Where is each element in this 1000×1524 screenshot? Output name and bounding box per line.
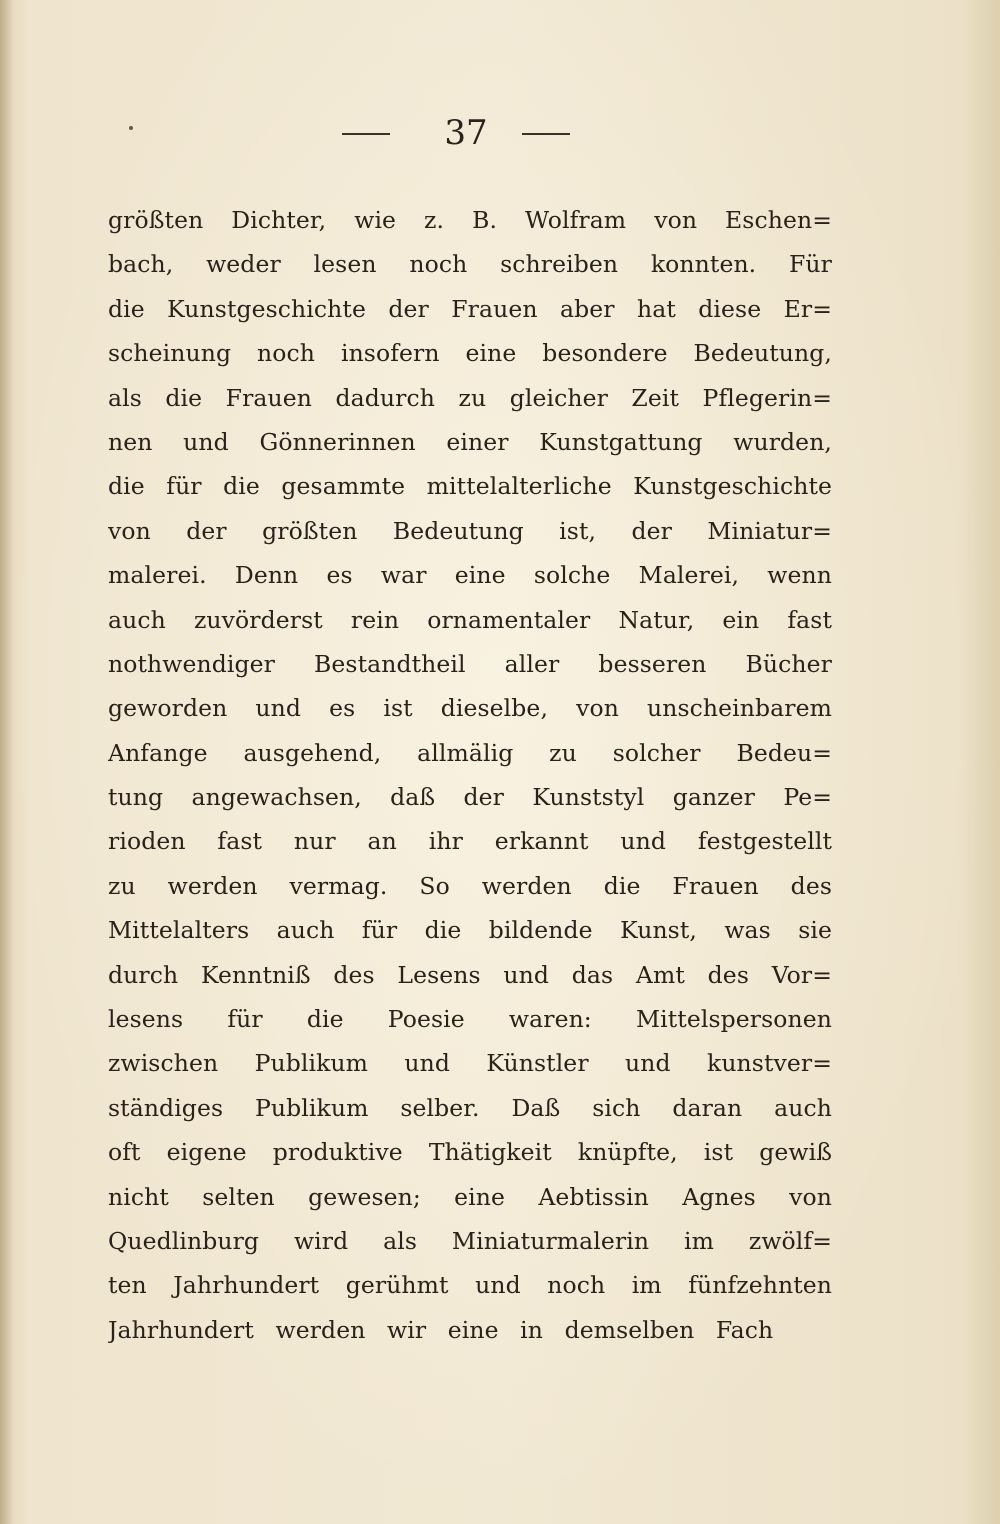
page-gutter-shadow bbox=[0, 0, 14, 1524]
text-line: geworden und es ist dieselbe, von unscheinbarem bbox=[108, 694, 832, 723]
text-line: die für die gesammte mittelalterliche Kunstgeschichte bbox=[108, 472, 832, 501]
page-header bbox=[0, 108, 1000, 158]
text-line: tung angewachsen, daß der Kunststyl ganzer Pe= bbox=[108, 783, 832, 812]
body-text bbox=[108, 198, 832, 1352]
text-line: Jahrhundert werden wir eine in demselben Fach bbox=[108, 1315, 774, 1344]
text-line: als die Frauen dadurch zu gleicher Zeit Pflegerin= bbox=[108, 383, 832, 412]
text-line: oft eigene produktive Thätigkeit knüpfte, ist gewiß bbox=[108, 1138, 832, 1167]
text-line: scheinung noch insofern eine besondere Bedeutung, bbox=[108, 339, 832, 368]
text-line: größten Dichter, wie z. B. Wolfram von Eschen= bbox=[108, 206, 832, 234]
text-line: nothwendiger Bestandtheil aller besseren Bücher bbox=[108, 649, 832, 678]
header-dash-left bbox=[342, 133, 390, 135]
text-line: nicht selten gewesen; eine Aebtissin Agnes von bbox=[108, 1182, 832, 1211]
text-line: malerei. Denn es war eine solche Malerei, wenn bbox=[108, 561, 832, 590]
text-line: durch Kenntniß des Lesens und das Amt des Vor= bbox=[108, 960, 832, 989]
text-line: Mittelalters auch für die bildende Kunst, was sie bbox=[108, 916, 832, 945]
header-dash-right bbox=[522, 133, 570, 135]
text-line: ten Jahrhundert gerühmt und noch im fünfzehnten bbox=[108, 1271, 832, 1300]
text-line: bach, weder lesen noch schreiben konnten. Für bbox=[108, 250, 832, 279]
text-line: ständiges Publikum selber. Daß sich daran auch bbox=[108, 1093, 832, 1122]
text-line: nen und Gönnerinnen einer Kunstgattung wurden, bbox=[108, 427, 832, 456]
text-line: rioden fast nur an ihr erkannt und festgestellt bbox=[108, 827, 832, 856]
text-line: zu werden vermag. So werden die Frauen des bbox=[108, 871, 832, 900]
text-line: von der größten Bedeutung ist, der Miniatur= bbox=[108, 516, 832, 545]
text-line: auch zuvörderst rein ornamentaler Natur, ein fast bbox=[108, 605, 832, 634]
text-line: lesens für die Poesie waren: Mittelspersonen bbox=[108, 1005, 832, 1034]
text-line: Quedlinburg wird als Miniaturmalerin im zwölf= bbox=[108, 1226, 832, 1255]
text-line: zwischen Publikum und Künstler und kunstver= bbox=[108, 1049, 832, 1078]
page-number: 37 bbox=[444, 113, 488, 153]
text-line: Anfange ausgehend, allmälig zu solcher Bedeu= bbox=[108, 738, 832, 767]
text-line: die Kunstgeschichte der Frauen aber hat diese Er= bbox=[108, 294, 832, 323]
